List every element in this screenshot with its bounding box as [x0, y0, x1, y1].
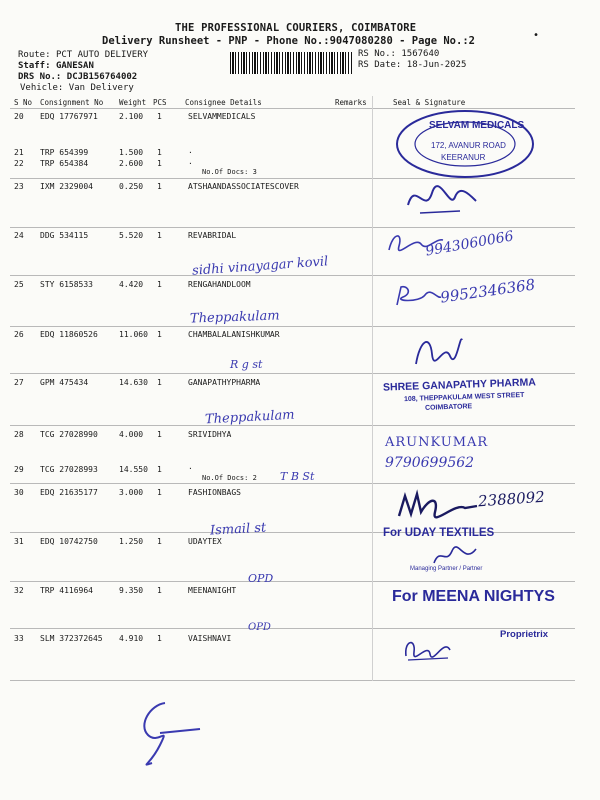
column-divider — [372, 96, 373, 681]
handwritten-phone: 2388092 — [477, 487, 546, 511]
row-28-consignment: TCG 27028990 — [40, 430, 98, 439]
row-26-pcs: 1 — [157, 330, 162, 339]
handwritten-address: OPD — [248, 572, 274, 585]
row-divider — [10, 326, 575, 327]
row-22-sno: 22 — [14, 159, 24, 168]
row-23-consignment: IXM 2329004 — [40, 182, 93, 191]
route-line: Route: PCT AUTO DELIVERY — [18, 50, 149, 60]
row-26-weight: 11.060 — [119, 330, 148, 339]
row-32-consignee: MEENANIGHT — [188, 586, 237, 595]
svg-text:KEERANUR: KEERANUR — [441, 153, 486, 162]
row-30-consignee: FASHIONBAGS — [188, 488, 241, 497]
signature-scribble — [410, 330, 465, 370]
row-32-sno: 32 — [14, 586, 24, 595]
staff-line: Staff: GANESAN — [18, 61, 94, 71]
row-29-sno: 29 — [14, 465, 24, 474]
handwritten-phone: 9943060066 — [424, 228, 515, 260]
row-divider — [10, 680, 575, 681]
row-31-pcs: 1 — [157, 537, 162, 546]
row-23-pcs: 1 — [157, 182, 162, 191]
row-26-consignee: CHAMBALALANISHKUMAR — [188, 330, 280, 339]
row-30-sno: 30 — [14, 488, 24, 497]
handwritten-name: ARUNKUMAR — [385, 435, 489, 450]
signature-scribble — [400, 632, 455, 664]
doc-count-note: No.Of Docs: 2 — [202, 474, 257, 482]
row-33-weight: 4.910 — [119, 634, 144, 643]
row-31-sno: 31 — [14, 537, 24, 546]
row-20-consignment: EDQ 17767971 — [40, 112, 98, 121]
doc-count-note: No.Of Docs: 3 — [202, 168, 257, 176]
vehicle-line: Vehicle: Van Delivery — [20, 83, 134, 93]
col-pcs: PCS — [153, 98, 167, 107]
svg-text:SELVAM MEDICALS: SELVAM MEDICALS — [429, 120, 525, 131]
row-21-sno: 21 — [14, 148, 24, 157]
col-seal: Seal & Signature — [393, 98, 466, 107]
row-20-pcs: 1 — [157, 112, 162, 121]
stamp-city: COIMBATORE — [424, 403, 473, 412]
row-23-sno: 23 — [14, 182, 24, 191]
col-weight: Weight — [119, 98, 147, 107]
company-title: THE PROFESSIONAL COURIERS, COIMBATORE — [175, 22, 417, 34]
handwritten-address: OPD — [248, 622, 271, 633]
row-31-consignee: UDAYTEX — [188, 537, 222, 546]
row-32-consignment: TRP 4116964 — [40, 586, 93, 595]
row-25-consignee: RENGAHANDLOOM — [188, 280, 251, 289]
col-remarks: Remarks — [335, 98, 367, 107]
row-21-consignee: . — [188, 146, 193, 155]
row-33-consignee: VAISHNAVI — [188, 634, 232, 643]
row-22-consignment: TRP 654384 — [40, 159, 89, 168]
row-28-weight: 4.000 — [119, 430, 144, 439]
row-31-weight: 1.250 — [119, 537, 144, 546]
row-24-sno: 24 — [14, 231, 24, 240]
mark-icon: • — [533, 30, 540, 41]
row-31-consignment: EDQ 10742750 — [40, 537, 98, 546]
row-divider — [10, 373, 575, 374]
row-23-consignee: ATSHAANDASSOCIATESCOVER — [188, 182, 299, 191]
row-24-consignment: DDG 534115 — [40, 231, 89, 240]
row-28-sno: 28 — [14, 430, 24, 439]
row-26-sno: 26 — [14, 330, 24, 339]
signature-scribble — [393, 283, 443, 311]
row-29-weight: 14.550 — [119, 465, 148, 474]
handwritten-address: sidhi vinayagar kovil — [191, 254, 329, 279]
uday-textiles-stamp: For UDAY TEXTILES — [383, 527, 495, 539]
handwritten-address: T B St — [280, 470, 315, 483]
row-25-sno: 25 — [14, 280, 24, 289]
row-25-weight: 4.420 — [119, 280, 144, 289]
row-26-consignment: EDQ 11860526 — [40, 330, 98, 339]
row-30-weight: 3.000 — [119, 488, 144, 497]
handwritten-address: Ismail st — [209, 520, 267, 539]
row-24-consignee: REVABRIDAL — [188, 231, 237, 240]
stamp-designation: Proprietrix — [500, 629, 549, 640]
row-21-weight: 1.500 — [119, 148, 144, 157]
row-28-pcs: 1 — [157, 430, 162, 439]
row-33-consignment: SLM 372372645 — [40, 634, 103, 643]
row-divider — [10, 581, 575, 582]
signature-scribble — [395, 488, 480, 528]
handwritten-address: Theppakulam — [204, 407, 295, 428]
row-27-consignment: GPM 475434 — [40, 378, 89, 387]
row-20-weight: 2.100 — [119, 112, 144, 121]
handwritten-phone: 9790699562 — [385, 455, 475, 471]
row-29-pcs: 1 — [157, 465, 162, 474]
barcode — [230, 52, 352, 74]
handwritten-phone: 9952346368 — [439, 275, 537, 307]
rs-no-line: RS No.: 1567640 — [358, 49, 440, 59]
row-22-pcs: 1 — [157, 159, 162, 168]
stamp-address: 108, THEPPAKULAM WEST STREET — [403, 391, 525, 404]
selvam-medicals-stamp — [393, 108, 538, 180]
svg-text:172, AVANUR ROAD: 172, AVANUR ROAD — [431, 141, 506, 150]
row-27-consignee: GANAPATHYPHARMA — [188, 378, 261, 387]
row-33-pcs: 1 — [157, 634, 162, 643]
runsheet-subtitle: Delivery Runsheet - PNP - Phone No.:9047080280 - Page No.:2 — [102, 35, 475, 47]
col-sno: S No — [14, 98, 33, 107]
row-30-pcs: 1 — [157, 488, 162, 497]
row-22-consignee: . — [188, 157, 193, 166]
row-27-sno: 27 — [14, 378, 24, 387]
row-25-pcs: 1 — [157, 280, 162, 289]
row-28-consignee: SRIVIDHYA — [188, 430, 232, 439]
row-divider — [10, 483, 575, 484]
ganapathy-pharma-stamp: SHREE GANAPATHY PHARMA — [382, 376, 537, 394]
row-20-sno: 20 — [14, 112, 24, 121]
row-divider — [10, 227, 575, 228]
row-32-weight: 9.350 — [119, 586, 144, 595]
row-22-weight: 2.600 — [119, 159, 144, 168]
row-25-consignment: STY 6158533 — [40, 280, 93, 289]
meena-nightys-stamp: For MEENA NIGHTYS — [392, 588, 555, 605]
col-consignee: Consignee Details — [185, 98, 262, 107]
signature-scribble — [400, 175, 480, 220]
row-27-pcs: 1 — [157, 378, 162, 387]
rs-date-line: RS Date: 18-Jun-2025 — [358, 60, 467, 70]
row-21-consignment: TRP 654399 — [40, 148, 89, 157]
row-29-consignee: . — [188, 462, 193, 471]
row-20-consignee: SELVAMMEDICALS — [188, 112, 256, 121]
row-32-pcs: 1 — [157, 586, 162, 595]
col-consignment: Consignment No — [40, 98, 104, 107]
row-27-weight: 14.630 — [119, 378, 148, 387]
row-23-weight: 0.250 — [119, 182, 144, 191]
stamp-designation: Managing Partner / Partner — [410, 566, 483, 572]
row-divider — [10, 628, 575, 629]
drs-line: DRS No.: DCJB156764002 — [18, 72, 138, 82]
row-29-consignment: TCG 27028993 — [40, 465, 98, 474]
handwritten-address: R g st — [230, 358, 263, 371]
row-24-pcs: 1 — [157, 231, 162, 240]
row-33-sno: 33 — [14, 634, 24, 643]
row-30-consignment: EDQ 21635177 — [40, 488, 98, 497]
staff-signature — [130, 695, 205, 770]
handwritten-address: Theppakulam — [189, 308, 280, 327]
row-divider — [10, 275, 575, 276]
row-21-pcs: 1 — [157, 148, 162, 157]
row-divider — [10, 425, 575, 426]
row-24-weight: 5.520 — [119, 231, 144, 240]
